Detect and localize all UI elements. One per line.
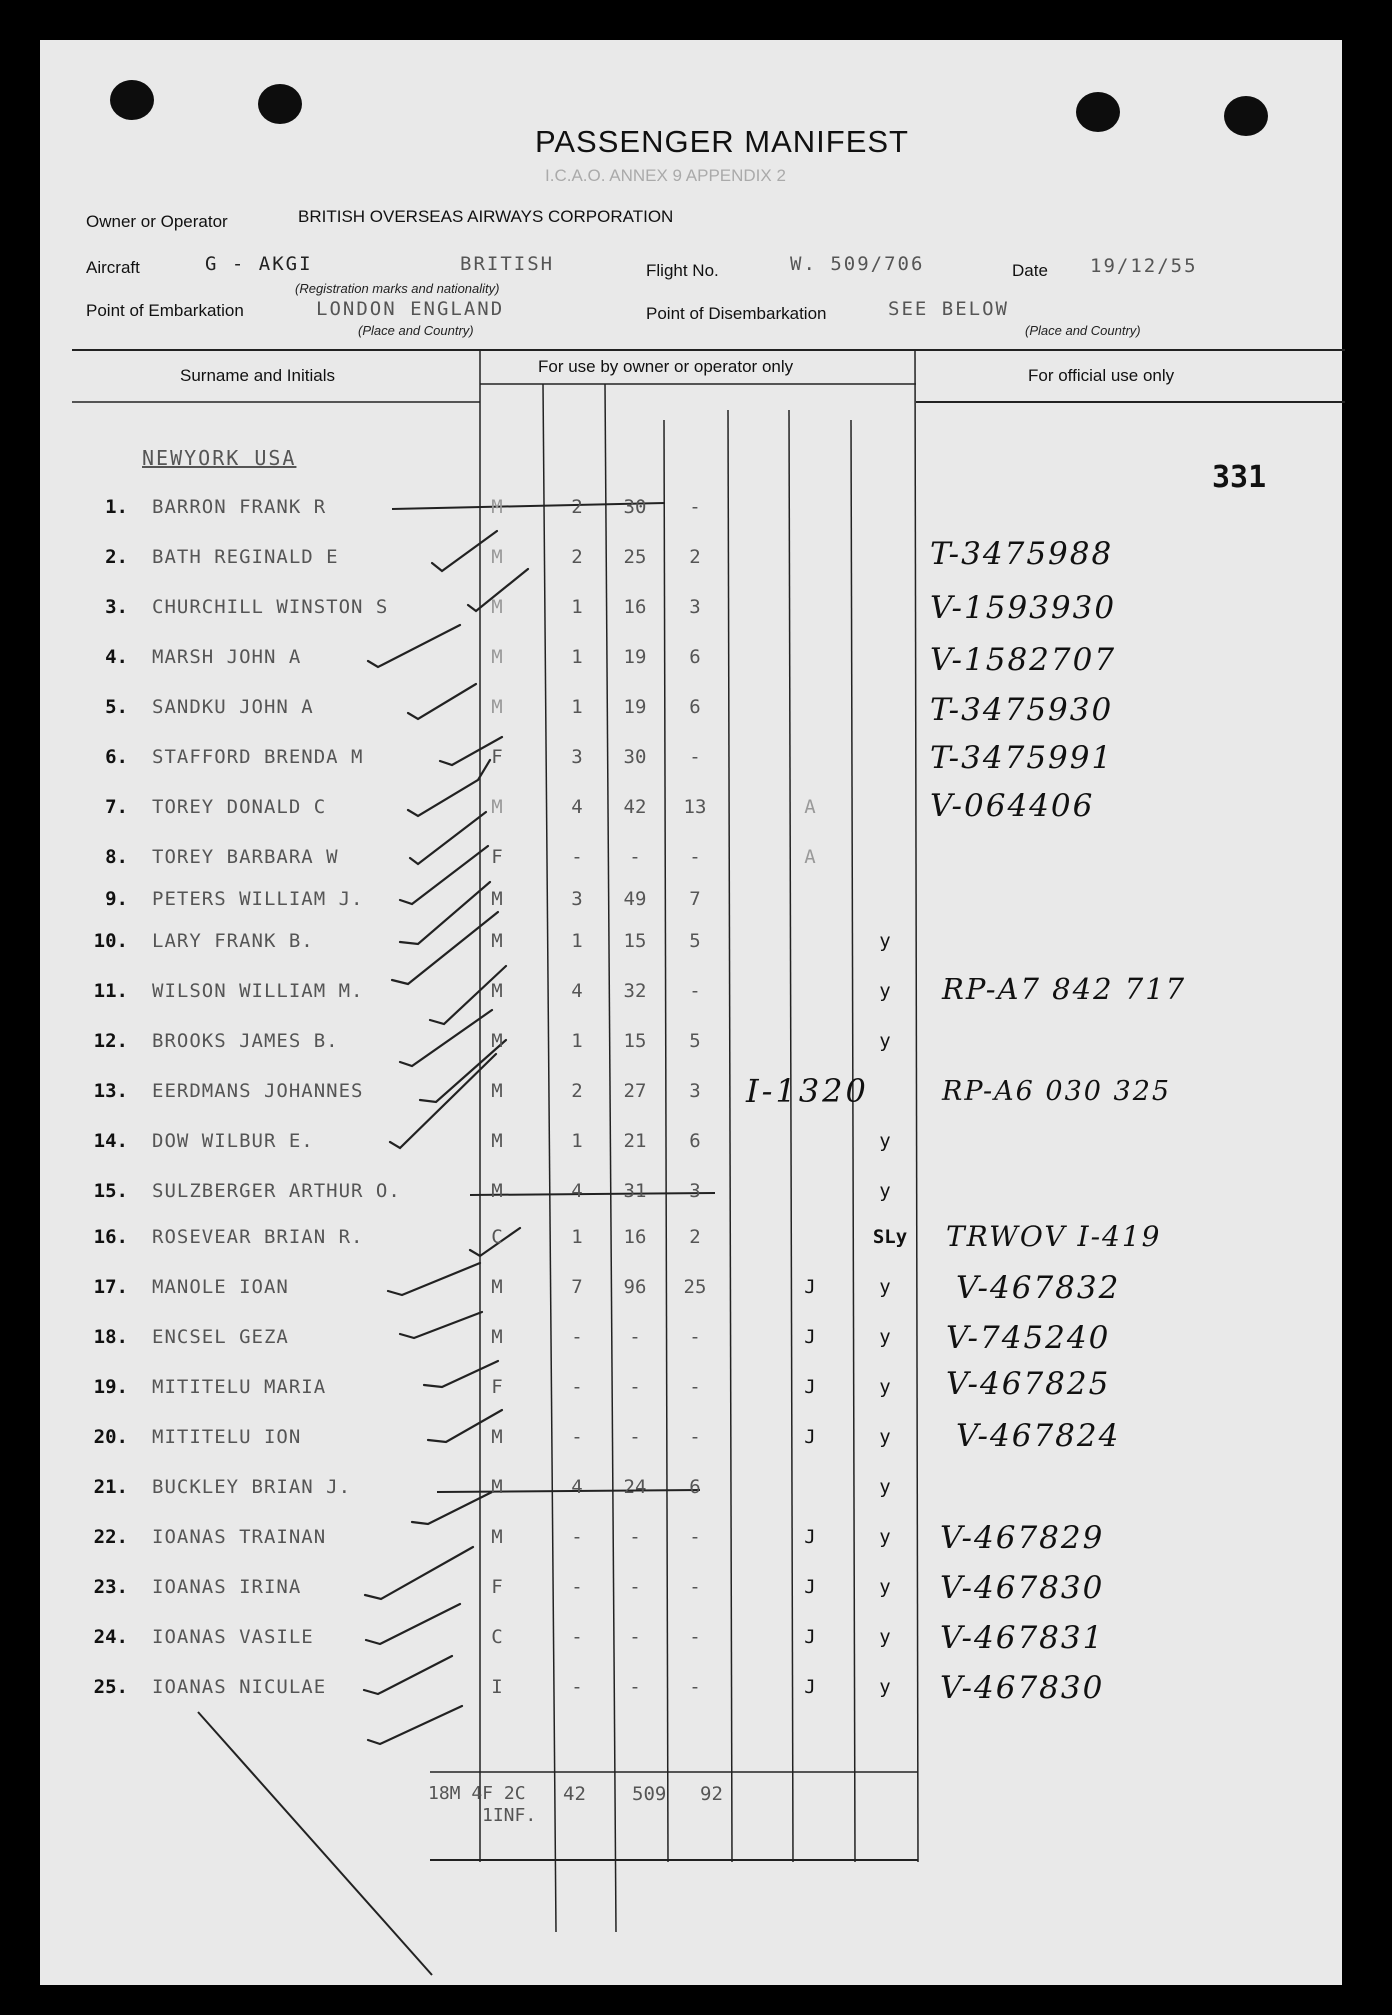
col-a-cell: 4 [571, 796, 583, 818]
aircraft-value: G - AKGI [205, 253, 313, 275]
sex-cell: M [491, 980, 503, 1002]
col-b-cell: - [629, 1576, 641, 1598]
col-b-cell: - [629, 1626, 641, 1648]
col-c-cell: 13 [683, 796, 707, 818]
col-d-cell: J [804, 1626, 816, 1648]
flight-value: W. 509/706 [790, 253, 925, 275]
row-number: 19. [93, 1376, 128, 1398]
col-b-cell: 96 [623, 1276, 647, 1298]
col-a-cell: - [571, 1676, 583, 1698]
col-b-cell: 32 [623, 980, 647, 1002]
totals-breakdown: 18M 4F 2C [428, 1783, 526, 1804]
col-a-cell: 4 [571, 1476, 583, 1498]
row-number: 23. [93, 1576, 128, 1598]
passenger-row [80, 1130, 1340, 1170]
col-e-cell: y [879, 1130, 891, 1152]
row-number: 17. [93, 1276, 128, 1298]
col-c-cell: 6 [689, 1476, 701, 1498]
passenger-row [80, 1220, 1340, 1266]
owner-label: Owner or Operator [86, 212, 228, 231]
row-number: 5. [105, 696, 128, 718]
col-c-cell: 3 [689, 1080, 701, 1102]
sex-cell: M [491, 1326, 503, 1348]
col-c-cell: - [689, 1326, 701, 1348]
official-ref: V-064406 [930, 788, 1095, 824]
official-ref: V-467825 [946, 1366, 1111, 1402]
col-b-cell: - [629, 1376, 641, 1398]
col-e-cell: y [879, 1180, 891, 1202]
embarkation-note: (Place and Country) [358, 323, 474, 338]
page-number: 331 [1212, 460, 1267, 495]
col-a-cell: - [571, 1526, 583, 1548]
col-a-cell: 2 [571, 546, 583, 568]
disembarkation-label: Point of Disembarkation [646, 304, 827, 323]
passenger-row [80, 1570, 1340, 1616]
col-a-cell: 1 [571, 1130, 583, 1152]
col-b-cell: 30 [623, 746, 647, 768]
row-number: 25. [93, 1676, 128, 1698]
col-a-cell: 1 [571, 1226, 583, 1248]
official-column-header: For official use only [1028, 366, 1175, 385]
passenger-row [80, 1030, 1340, 1070]
passenger-name: SANDKU JOHN A [152, 696, 314, 718]
row-number: 22. [93, 1526, 128, 1548]
operator-column-header: For use by owner or operator only [538, 357, 794, 376]
col-e-cell: y [879, 1376, 891, 1398]
sex-cell: F [491, 846, 503, 868]
col-e-cell: SLy [872, 1226, 908, 1248]
sex-cell: M [491, 1426, 503, 1448]
col-e-cell: y [879, 1326, 891, 1348]
row-number: 11. [93, 980, 128, 1002]
col-a-cell: 1 [571, 696, 583, 718]
passenger-row [80, 1418, 1340, 1466]
disembarkation-value: SEE BELOW [888, 298, 1009, 320]
col-a-cell: - [571, 1426, 583, 1448]
col-d-cell: J [804, 1326, 816, 1348]
sex-cell: M [491, 1526, 503, 1548]
col-c-cell: - [689, 1376, 701, 1398]
passenger-name: SULZBERGER ARTHUR O. [152, 1180, 401, 1202]
sex-cell: M [491, 1030, 503, 1052]
passenger-name: STAFFORD BRENDA M [152, 746, 364, 768]
col-c-cell: - [689, 1426, 701, 1448]
official-ref: T-3475991 [930, 740, 1114, 776]
row-number: 20. [93, 1426, 128, 1448]
col-a-cell: 4 [571, 980, 583, 1002]
passenger-name: BUCKLEY BRIAN J. [152, 1476, 352, 1498]
col-b-cell: 19 [623, 646, 647, 668]
passenger-name: BARRON FRANK R [152, 496, 327, 518]
col-d-cell: J [804, 1426, 816, 1448]
col-c-cell: 25 [683, 1276, 707, 1298]
official-ref: V-1593930 [930, 590, 1117, 626]
col-e-cell: y [879, 1030, 891, 1052]
aircraft-nationality: BRITISH [460, 253, 555, 275]
sex-cell: M [491, 1476, 503, 1498]
row-number: 7. [105, 796, 128, 818]
col-b-cell: 15 [623, 930, 647, 952]
official-ref: V-467830 [940, 1670, 1105, 1706]
col-c-cell: - [689, 1676, 701, 1698]
row-number: 1. [105, 496, 128, 518]
sex-cell: C [491, 1626, 503, 1648]
col-b-cell: 31 [623, 1180, 647, 1202]
sex-cell: F [491, 746, 503, 768]
passenger-name: CHURCHILL WINSTON S [152, 596, 389, 618]
embarkation-value: LONDON ENGLAND [316, 298, 505, 320]
official-ref: V-467824 [956, 1418, 1121, 1454]
sex-cell: M [491, 1130, 503, 1152]
passenger-row [80, 1270, 1340, 1316]
col-c-cell: - [689, 496, 701, 518]
col-c-cell: 7 [689, 888, 701, 910]
col-d-cell: A [804, 796, 816, 818]
passenger-name: IOANAS TRAINAN [152, 1526, 327, 1548]
sex-cell: M [491, 646, 503, 668]
passenger-name: EERDMANS JOHANNES [152, 1080, 364, 1102]
row-number: 10. [93, 930, 128, 952]
col-b-cell: 25 [623, 546, 647, 568]
col-a-cell: 1 [571, 930, 583, 952]
passenger-name: ENCSEL GEZA [152, 1326, 289, 1348]
passenger-row [80, 1076, 1340, 1120]
col-d-cell: J [804, 1376, 816, 1398]
row-number: 6. [105, 746, 128, 768]
sex-cell: I [491, 1676, 503, 1698]
col-a-cell: 3 [571, 746, 583, 768]
passenger-row [80, 788, 1340, 836]
row-number: 12. [93, 1030, 128, 1052]
row-number: 14. [93, 1130, 128, 1152]
passenger-row [80, 1320, 1340, 1366]
passenger-name: MITITELU ION [152, 1426, 302, 1448]
col-a-cell: - [571, 1576, 583, 1598]
sex-cell: M [491, 930, 503, 952]
aircraft-label: Aircraft [86, 258, 140, 277]
col-a-cell: 1 [571, 1030, 583, 1052]
col-c-cell: 5 [689, 930, 701, 952]
col-a-cell: 3 [571, 888, 583, 910]
col-b-cell: - [629, 1676, 641, 1698]
col-b-cell: - [629, 1426, 641, 1448]
sex-cell: F [491, 1376, 503, 1398]
embarkation-label: Point of Embarkation [86, 301, 244, 320]
col-d-cell: J [804, 1276, 816, 1298]
col-c-cell: 6 [689, 696, 701, 718]
sex-cell: M [491, 796, 503, 818]
total-col-b: 509 [632, 1783, 667, 1805]
passenger-row [80, 642, 1340, 686]
col-e-cell: y [879, 1476, 891, 1498]
passenger-name: MITITELU MARIA [152, 1376, 327, 1398]
col-c-cell: - [689, 1626, 701, 1648]
passenger-row [80, 1520, 1340, 1566]
col-d-cell: J [804, 1676, 816, 1698]
passenger-row [80, 1476, 1340, 1516]
col-c-cell: 2 [689, 1226, 701, 1248]
owner-value: BRITISH OVERSEAS AIRWAYS CORPORATION [298, 207, 674, 226]
col-e-cell: y [879, 980, 891, 1002]
passenger-row [80, 1366, 1340, 1416]
col-b-cell: 16 [623, 1226, 647, 1248]
passenger-row [80, 930, 1340, 970]
passenger-row [80, 1620, 1340, 1666]
passenger-row [80, 740, 1340, 786]
col-b-cell: - [629, 846, 641, 868]
col-a-cell: - [571, 1326, 583, 1348]
sex-cell: M [491, 888, 503, 910]
official-ref: RP-A6 030 325 [942, 1076, 1172, 1107]
col-e-cell: y [879, 1426, 891, 1448]
surname-column-header: Surname and Initials [180, 366, 335, 385]
passenger-name: IOANAS NICULAE [152, 1676, 327, 1698]
col-a-cell: 1 [571, 596, 583, 618]
sex-cell: M [491, 496, 503, 518]
row-number: 16. [93, 1226, 128, 1248]
col-c-cell: 5 [689, 1030, 701, 1052]
page-title: PASSENGER MANIFEST [535, 124, 909, 159]
passenger-row [80, 888, 1340, 928]
col-a-cell: 2 [571, 1080, 583, 1102]
col-b-cell: 24 [623, 1476, 647, 1498]
col-c-cell: 3 [689, 596, 701, 618]
col-e-cell: y [879, 1576, 891, 1598]
passenger-name: MARSH JOHN A [152, 646, 302, 668]
total-col-c: 92 [700, 1783, 723, 1805]
col-b-cell: 15 [623, 1030, 647, 1052]
passenger-row [80, 846, 1340, 886]
passenger-name: BATH REGINALD E [152, 546, 339, 568]
col-b-cell: - [629, 1526, 641, 1548]
official-ref: TRWOV I-419 [946, 1220, 1162, 1253]
official-ref: RP-A7 842 717 [942, 972, 1187, 1006]
passenger-row [80, 1670, 1340, 1716]
col-c-cell: - [689, 846, 701, 868]
col-c-cell: - [689, 746, 701, 768]
passenger-row [80, 1180, 1340, 1220]
flight-label: Flight No. [646, 261, 719, 280]
sex-cell: M [491, 696, 503, 718]
row-number: 24. [93, 1626, 128, 1648]
row-number: 4. [105, 646, 128, 668]
col-c-cell: 2 [689, 546, 701, 568]
col-a-cell: - [571, 1626, 583, 1648]
passenger-name: ROSEVEAR BRIAN R. [152, 1226, 364, 1248]
official-ref: V-467831 [940, 1620, 1105, 1656]
registration-note: (Registration marks and nationality) [295, 281, 500, 296]
passenger-name: BROOKS JAMES B. [152, 1030, 339, 1052]
col-b-cell: 49 [623, 888, 647, 910]
passenger-row [80, 972, 1340, 1020]
date-value: 19/12/55 [1090, 255, 1198, 277]
col-e-cell: y [879, 1276, 891, 1298]
passenger-name: TOREY DONALD C [152, 796, 327, 818]
passenger-row [80, 536, 1340, 586]
row-number: 13. [93, 1080, 128, 1102]
col-b-cell: 19 [623, 696, 647, 718]
page-subtitle: I.C.A.O. ANNEX 9 APPENDIX 2 [545, 166, 786, 185]
passenger-row [80, 496, 1340, 536]
passenger-name: IOANAS IRINA [152, 1576, 302, 1598]
passenger-name: PETERS WILLIAM J. [152, 888, 364, 910]
col-b-cell: 21 [623, 1130, 647, 1152]
col-a-cell: 1 [571, 646, 583, 668]
col-b-cell: - [629, 1326, 641, 1348]
col-e-cell: y [879, 930, 891, 952]
sex-cell: M [491, 546, 503, 568]
col-a-cell: 7 [571, 1276, 583, 1298]
handwritten-annotation: I-1320 [746, 1072, 869, 1110]
official-ref: V-745240 [946, 1320, 1111, 1356]
col-c-cell: 6 [689, 1130, 701, 1152]
sex-cell: M [491, 596, 503, 618]
col-b-cell: 30 [623, 496, 647, 518]
passenger-name: DOW WILBUR E. [152, 1130, 314, 1152]
destination-heading: NEWYORK USA [142, 446, 297, 470]
col-b-cell: 42 [623, 796, 647, 818]
official-ref: V-1582707 [930, 642, 1117, 678]
total-col-a: 42 [563, 1783, 586, 1805]
col-a-cell: 4 [571, 1180, 583, 1202]
passenger-row [80, 590, 1340, 636]
row-number: 2. [105, 546, 128, 568]
col-e-cell: y [879, 1626, 891, 1648]
official-ref: T-3475988 [930, 536, 1114, 572]
official-ref: V-467832 [956, 1270, 1121, 1306]
passenger-name: WILSON WILLIAM M. [152, 980, 364, 1002]
col-b-cell: 16 [623, 596, 647, 618]
col-a-cell: - [571, 846, 583, 868]
passenger-name: MANOLE IOAN [152, 1276, 289, 1298]
row-number: 8. [105, 846, 128, 868]
row-number: 21. [93, 1476, 128, 1498]
col-c-cell: 3 [689, 1180, 701, 1202]
col-e-cell: y [879, 1526, 891, 1548]
col-c-cell: - [689, 980, 701, 1002]
col-a-cell: - [571, 1376, 583, 1398]
passenger-name: LARY FRANK B. [152, 930, 314, 952]
row-number: 18. [93, 1326, 128, 1348]
col-c-cell: - [689, 1526, 701, 1548]
date-label: Date [1012, 261, 1048, 280]
col-d-cell: A [804, 846, 816, 868]
col-c-cell: 6 [689, 646, 701, 668]
official-ref: V-467829 [940, 1520, 1105, 1556]
col-e-cell: y [879, 1676, 891, 1698]
row-number: 3. [105, 596, 128, 618]
col-a-cell: 2 [571, 496, 583, 518]
sex-cell: C [491, 1226, 503, 1248]
official-ref: V-467830 [940, 1570, 1105, 1606]
row-number: 9. [105, 888, 128, 910]
official-ref: T-3475930 [930, 692, 1114, 728]
passenger-name: TOREY BARBARA W [152, 846, 339, 868]
sex-cell: F [491, 1576, 503, 1598]
row-number: 15. [93, 1180, 128, 1202]
disembarkation-note: (Place and Country) [1025, 323, 1141, 338]
sex-cell: M [491, 1180, 503, 1202]
sex-cell: M [491, 1080, 503, 1102]
col-d-cell: J [804, 1576, 816, 1598]
col-c-cell: - [689, 1576, 701, 1598]
passenger-row [80, 692, 1340, 736]
totals-infant: 1INF. [482, 1805, 537, 1826]
sex-cell: M [491, 1276, 503, 1298]
col-b-cell: 27 [623, 1080, 647, 1102]
col-d-cell: J [804, 1526, 816, 1548]
passenger-name: IOANAS VASILE [152, 1626, 314, 1648]
